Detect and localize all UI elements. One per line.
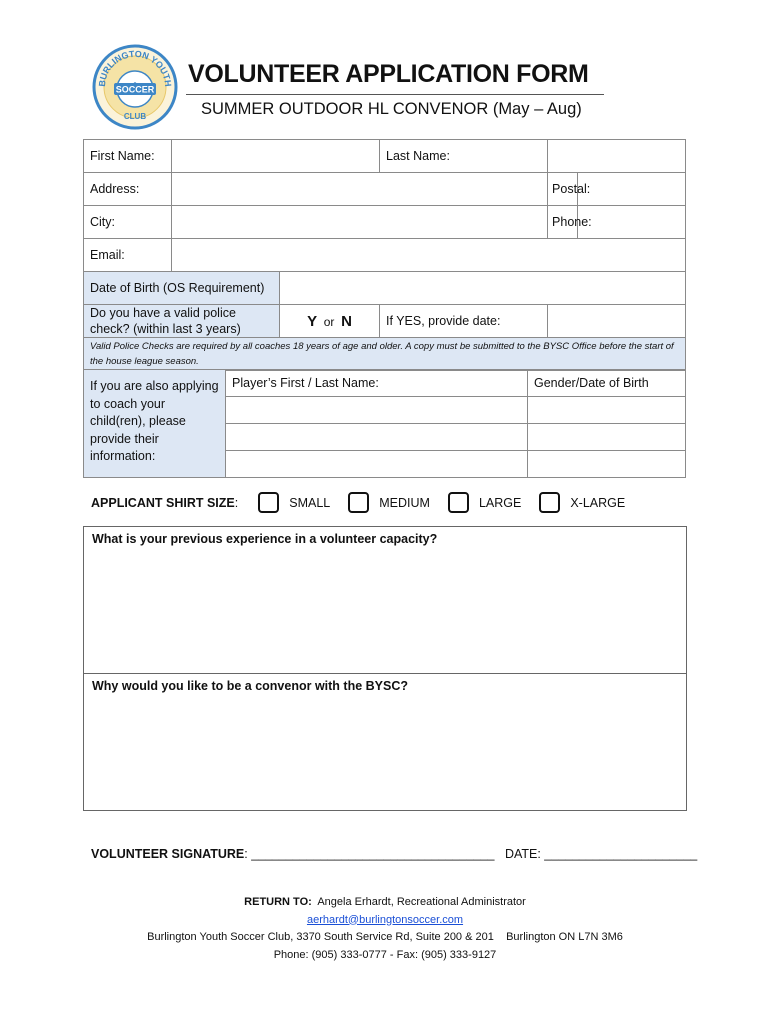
dob-label: Date of Birth (OS Requirement) [84, 272, 280, 305]
shirt-size-small[interactable] [258, 492, 330, 513]
address-field[interactable] [172, 173, 548, 206]
address-label: Address: [84, 173, 172, 206]
convenor-reason-answer-box[interactable] [83, 674, 687, 811]
logo-bottom-text: CLUB [123, 112, 147, 121]
yes-option[interactable]: Y [307, 312, 318, 330]
player-name-field[interactable] [226, 424, 528, 451]
medium-label: MEDIUM [379, 495, 430, 510]
shirt-size-large[interactable] [448, 492, 521, 513]
player-name-field[interactable] [226, 397, 528, 424]
small-checkbox[interactable] [258, 492, 279, 513]
police-check-note: Valid Police Checks are required by all coaches 18 years of age and older. A copy must be submitted to the BYSC Office before the start of the house league season. [84, 338, 686, 371]
experience-answer-box[interactable] [83, 526, 687, 674]
last-name-field[interactable] [548, 140, 686, 173]
xlarge-checkbox[interactable] [539, 492, 560, 513]
return-email-link[interactable]: aerhardt@burlingtonsoccer.com [306, 913, 464, 926]
date-line[interactable]: DATE: ______________________ [504, 847, 698, 861]
signature-label: VOLUNTEER SIGNATURE [91, 847, 245, 861]
shirt-size-xlarge[interactable] [539, 492, 625, 513]
club-address: Burlington Youth Soccer Club, 3370 South Service Rd, Suite 200 & 201 Burlington ON L7N 3M6 [147, 931, 623, 943]
gender-dob-field[interactable] [528, 451, 686, 478]
gender-dob-header: Gender/Date of Birth [528, 370, 686, 397]
player-name-field[interactable] [226, 451, 528, 478]
return-to-label: RETURN TO: [244, 896, 312, 908]
phone-field[interactable] [578, 206, 686, 239]
first-name-field[interactable] [172, 140, 380, 173]
city-label: City: [84, 206, 172, 239]
children-info-label: If you are also applying to coach your child(ren), please provide their information: [84, 370, 226, 478]
email-label: Email: [84, 239, 172, 272]
player-name-header: Player’s First / Last Name: [226, 370, 528, 397]
police-check-yes-no[interactable] [280, 305, 380, 338]
club-logo [92, 44, 178, 130]
xlarge-label: X-LARGE [570, 495, 626, 510]
logo-center-text: SOCCER [115, 84, 155, 95]
postal-field[interactable] [578, 173, 686, 206]
medium-checkbox[interactable] [348, 492, 369, 513]
return-name: Angela Erhardt, Recreational Administrator [317, 896, 526, 908]
first-name-label: First Name: [84, 140, 172, 173]
gender-dob-field[interactable] [528, 397, 686, 424]
signature-row [91, 847, 697, 861]
form-title: VOLUNTEER APPLICATION FORM [188, 60, 589, 88]
city-field[interactable] [172, 206, 548, 239]
or-text: or [323, 314, 335, 329]
gender-dob-field[interactable] [528, 424, 686, 451]
police-check-label: Do you have a valid police check? (within last 3 years) [84, 305, 280, 338]
convenor-reason-question: Why would you like to be a convenor with the BYSC? [92, 679, 408, 693]
club-phone-fax: Phone: (905) 333-0777 - Fax: (905) 333-9127 [273, 948, 497, 961]
last-name-label: Last Name: [380, 140, 548, 173]
experience-question: What is your previous experience in a volunteer capacity? [92, 532, 438, 546]
shirt-size-label: APPLICANT SHIRT SIZE: [91, 495, 239, 510]
shirt-size-row [91, 492, 643, 513]
shirt-size-medium[interactable] [348, 492, 430, 513]
police-date-field[interactable] [548, 305, 686, 338]
personal-info-table [83, 139, 686, 371]
small-label: SMALL [289, 495, 331, 510]
no-option[interactable]: N [341, 312, 352, 330]
large-checkbox[interactable] [448, 492, 469, 513]
postal-label: Postal: [548, 173, 578, 206]
dob-field[interactable] [280, 272, 686, 305]
police-date-label: If YES, provide date: [380, 305, 548, 338]
large-label: LARGE [478, 495, 522, 510]
form-subtitle: SUMMER OUTDOOR HL CONVENOR (May – Aug) [201, 100, 582, 118]
return-info [0, 894, 770, 964]
children-table [83, 369, 686, 478]
signature-line[interactable]: : ___________________________________ [244, 847, 495, 861]
title-divider [186, 94, 604, 95]
logo-top-text: BURLINGTON YOUTH [96, 48, 174, 88]
phone-label: Phone: [548, 206, 578, 239]
email-field[interactable] [172, 239, 686, 272]
